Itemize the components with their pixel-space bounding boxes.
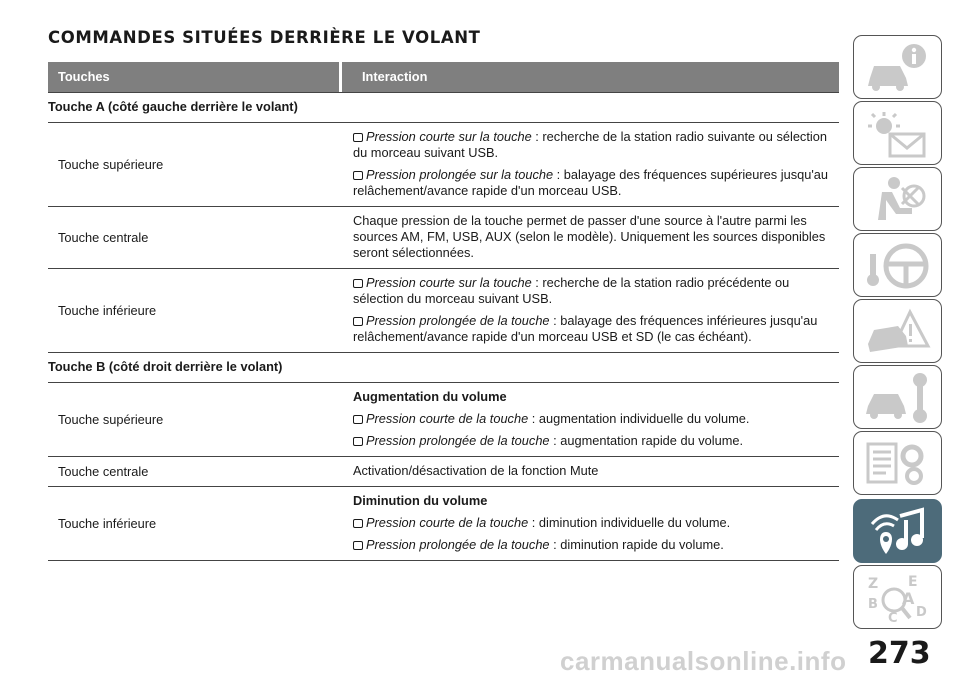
interaction-text: : diminution rapide du volume. xyxy=(549,537,724,552)
interaction-text: : balayage des fréquences supérieures jusqu'au relâchement/avance rapide d'un morceau USB. xyxy=(353,167,829,198)
table-row xyxy=(48,487,839,561)
section-title: Touche B (côté droit derrière le volant) xyxy=(48,353,839,383)
interaction-line xyxy=(353,313,839,345)
tab-dashboard-warning[interactable] xyxy=(853,101,942,165)
bullet-icon xyxy=(353,519,363,528)
interaction-type: Pression courte sur la touche xyxy=(366,129,532,144)
svg-text:E: E xyxy=(908,574,918,590)
interaction-type: Pression courte de la touche xyxy=(366,411,529,426)
table-row xyxy=(48,457,839,487)
interaction-heading: Augmentation du volume xyxy=(353,389,507,404)
bullet-icon xyxy=(353,171,363,180)
svg-text:B: B xyxy=(868,597,878,612)
steering-wheel-icon xyxy=(864,240,932,292)
interaction-type: Pression prolongée de la touche xyxy=(366,537,550,552)
interaction-type: Pression courte de la touche xyxy=(366,515,529,530)
header-interaction: Interaction xyxy=(339,62,839,92)
specs-gear-icon xyxy=(864,438,932,490)
interaction-text: : augmentation individuelle du volume. xyxy=(528,411,750,426)
tab-car-crash-warning[interactable] xyxy=(853,299,942,363)
interaction-line xyxy=(353,275,839,307)
car-info-icon xyxy=(864,42,932,94)
tab-specs-gear[interactable] xyxy=(853,431,942,495)
row-key: Touche inférieure xyxy=(58,515,157,531)
bullet-icon xyxy=(353,415,363,424)
bullet-icon xyxy=(353,279,363,288)
row-interaction xyxy=(353,123,839,206)
tab-car-info[interactable] xyxy=(853,35,942,99)
controls-table xyxy=(48,62,839,561)
row-interaction xyxy=(353,269,839,352)
section-title: Touche A (côté gauche derrière le volant) xyxy=(48,93,839,123)
interaction-type: Pression prolongée de la touche xyxy=(366,433,550,448)
interaction-type: Pression prolongée de la touche xyxy=(366,313,550,328)
table-row xyxy=(48,207,839,269)
interaction-line xyxy=(353,411,839,427)
tab-car-wrench[interactable] xyxy=(853,365,942,429)
page-title: COMMANDES SITUÉES DERRIÈRE LE VOLANT xyxy=(48,28,481,47)
bullet-icon xyxy=(353,437,363,446)
alphabetical-index-icon xyxy=(864,572,932,624)
interaction-type: Pression courte sur la touche xyxy=(366,275,532,290)
table-row xyxy=(48,383,839,457)
interaction-line xyxy=(353,433,839,449)
interaction-text: : recherche de la station radio précédente ou sélection du morceau suivant USB. xyxy=(353,275,790,306)
row-interaction xyxy=(353,207,839,268)
interaction-text: Chaque pression de la touche permet de passer d'une source à l'autre parmi les sources AM, FM, USB, AUX (selon le modèle). Uniquement les sources disponibles seront sélectionnées. xyxy=(353,213,826,260)
tab-steering-wheel[interactable] xyxy=(853,233,942,297)
interaction-line xyxy=(353,537,839,553)
row-interaction xyxy=(353,487,839,560)
header-keys: Touches xyxy=(58,69,110,84)
seat-airbag-icon xyxy=(864,174,932,226)
interaction-line xyxy=(353,167,839,199)
table-header xyxy=(48,62,839,93)
interaction-text: : recherche de la station radio suivante ou sélection du morceau suivant USB. xyxy=(353,129,827,160)
table-row xyxy=(48,269,839,353)
interaction-heading: Diminution du volume xyxy=(353,493,488,508)
page-number: 273 xyxy=(868,636,931,671)
interaction-text: : diminution individuelle du volume. xyxy=(528,515,731,530)
watermark: carmanualsonline.info xyxy=(560,646,847,676)
bullet-icon xyxy=(353,541,363,550)
svg-text:D: D xyxy=(916,605,927,620)
interaction-line xyxy=(353,129,839,161)
car-crash-warning-icon xyxy=(864,306,932,358)
interaction-text: Activation/désactivation de la fonction Mute xyxy=(353,463,599,478)
interaction-text: : augmentation rapide du volume. xyxy=(549,433,744,448)
row-key: Touche centrale xyxy=(58,463,149,479)
dashboard-warning-icon xyxy=(864,108,932,160)
svg-text:C: C xyxy=(888,611,898,624)
table-row xyxy=(48,123,839,207)
row-key: Touche centrale xyxy=(58,229,149,245)
row-key: Touche supérieure xyxy=(58,156,164,172)
row-key: Touche supérieure xyxy=(58,411,164,427)
tab-seat-airbag[interactable] xyxy=(853,167,942,231)
svg-text:Z: Z xyxy=(868,576,879,592)
tab-multimedia[interactable] xyxy=(853,499,942,563)
interaction-type: Pression prolongée sur la touche xyxy=(366,167,554,182)
bullet-icon xyxy=(353,133,363,142)
row-interaction xyxy=(353,383,839,456)
tab-alphabetical-index[interactable] xyxy=(853,565,942,629)
row-interaction xyxy=(353,457,839,486)
bullet-icon xyxy=(353,317,363,326)
multimedia-music-icon xyxy=(864,506,932,558)
svg-text:A: A xyxy=(902,589,915,608)
interaction-text: : balayage des fréquences inférieures jusqu'au relâchement/avance rapide d'un morceau USB et SD (le cas échéant). xyxy=(353,313,818,344)
interaction-line xyxy=(353,515,839,531)
row-key: Touche inférieure xyxy=(58,302,157,318)
car-wrench-icon xyxy=(864,372,932,424)
